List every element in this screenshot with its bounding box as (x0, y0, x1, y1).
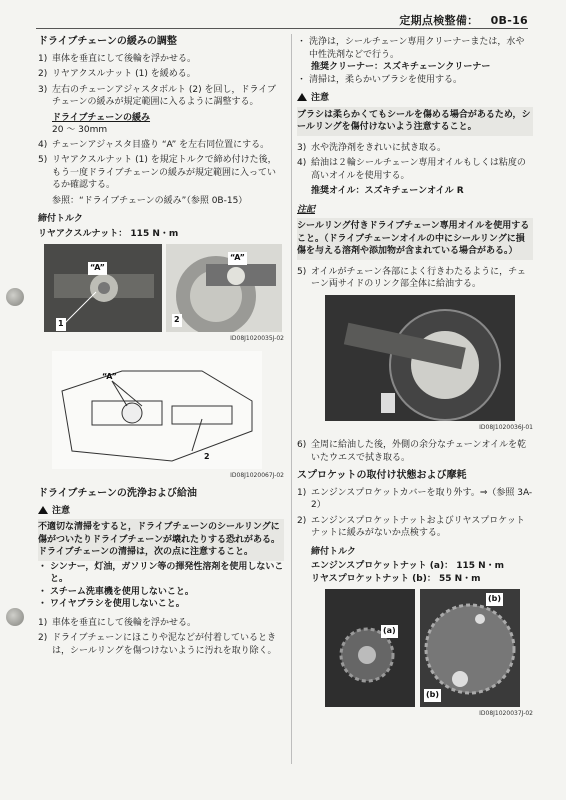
list-item: ・ スチーム洗車機を使用しないこと。 (38, 586, 194, 597)
figure-caption: ID08J1020036J-01 (479, 423, 533, 431)
page-number: 0B-16 (490, 14, 528, 27)
list-item: 1) 車体を垂直にして後輪を浮かせる。 (38, 617, 197, 628)
list-item: ・ シンナー，灯油，ガソリン等の揮発性溶剤を使用しないこと。 (38, 561, 284, 584)
torque-value: リヤスプロケットナット (b)： 55 N・m (311, 573, 481, 584)
callout-a: “A” (102, 371, 117, 381)
figure-axle-photos (44, 244, 284, 332)
list-item: 2) リヤアクスルナット (1) を緩める。 (38, 69, 196, 79)
section-title: 定期点検整備： (399, 14, 479, 27)
binder-hole (6, 288, 24, 306)
adjuster-line-drawing (52, 351, 262, 469)
torque-value: エンジンスプロケットナット (a)： 115 N・m (311, 561, 505, 571)
callout-1: 1 (56, 318, 66, 331)
caution-text: ブラシは柔らかくてもシールを傷める場合があるため，シールリングを傷付けないよう注意すること。 (297, 107, 533, 136)
engine-sprocket-drawing (325, 589, 415, 707)
spec-label: ドライブチェーンの緩み (52, 112, 151, 123)
photo-chain-oiling (325, 295, 515, 421)
torque-label-b: (b) (486, 593, 503, 606)
caution-heading: 注意 (297, 92, 533, 105)
list-item: 3) 水や洗浄剤をきれいに拭き取る。 (297, 142, 447, 153)
warning-icon (38, 506, 48, 514)
chain-photo-drawing (325, 295, 515, 421)
photo-engine-sprocket (325, 589, 415, 707)
list-item: 1) エンジンスプロケットカバーを取り外す。⇒（参照 3A-2） (297, 487, 533, 510)
photo-axle-right (166, 244, 282, 332)
binder-hole (6, 608, 24, 626)
list-item: 2) エンジンスプロケットナットおよびリヤスプロケットナットに緩みがないか点検する。 (297, 515, 525, 538)
caution-heading: 注意 (38, 505, 284, 518)
list-item: 2) ドライブチェーンにほこりや泥などが付着しているときは，シールリングを傷つけないように汚れを取り除く。 (38, 633, 277, 656)
right-column (297, 36, 533, 726)
caution-text: 不適切な清掃をすると，ドライブチェーンのシールリングに傷がついたりドライブチェーンが壊れたりする恐れがある。ドライブチェーンの清掃は，次の点に注意すること。 (38, 519, 284, 561)
list-item: 1) 車体を垂直にして後輪を浮かせる。 (38, 53, 197, 64)
torque-value: リヤアクスルナット： 115 N・m (38, 228, 179, 239)
figure-caption: ID08J1020035J-02 (230, 335, 284, 342)
list-item: 5) オイルがチェーン各部によく行きわたるように，チェーン両サイドのリンク部全体に給油する。 (297, 266, 526, 289)
recommended-oil: 推奨オイル：スズキチェーンオイル R (311, 186, 464, 196)
left-column (38, 36, 284, 660)
list-item: 6) 全周に給油した後，外側の余分なチェーンオイルを乾いたウエスで拭き取る。 (297, 440, 527, 463)
figure-sprocket-photos (325, 589, 533, 707)
photo-rear-sprocket (420, 589, 520, 707)
torque-label: 締付トルク (311, 546, 356, 557)
spec-value: 20 ～ 30mm (52, 125, 108, 135)
list-item: ・ 清掃は，柔らかいブラシを使用する。 (297, 74, 463, 85)
list-item: 5) リヤアクスルナット (1) を規定トルクで締め付けた後，もう一度ドライブチェーンの緩みが規定範囲に入っているか確認する。 (38, 155, 277, 190)
list-item: ・ ワイヤブラシを使用しないこと。 (38, 599, 185, 609)
page-header (399, 12, 528, 28)
figure-caption: ID08J1020037J-02 (479, 710, 533, 717)
figure-adjuster-diagram (52, 351, 262, 469)
header-rule (36, 28, 528, 29)
section-heading: ドライブチェーンの洗浄および給油 (38, 488, 197, 499)
callout-2: 2 (172, 314, 182, 327)
figure-caption: ID08J1020067J-02 (230, 471, 284, 479)
column-divider (291, 34, 292, 764)
list-item: ・ 洗浄は，シールチェーン専用クリーナーまたは，水や中性洗剤などで行う。 (297, 37, 525, 60)
note-heading: 注記 (297, 204, 316, 215)
recommended-cleaner: 推奨クリーナー：スズキチェーンクリーナー (311, 62, 491, 72)
reference-text: 参照：“ドライブチェーンの緩み”（参照 0B-15） (52, 195, 248, 206)
callout-a: “A” (88, 262, 107, 275)
note-text: シールリング付きドライブチェーン専用オイルを使用すること。（ドライブチェーンオイルの中にシールリングに損傷を与える溶剤や添加物が含まれている場合がある。） (297, 218, 533, 260)
photo-axle-left (44, 244, 162, 332)
list-item: 3) 左右のチェーンアジャスタボルト (2) を回し，ドライブチェーンの緩みが規定範囲に入るように調整する。 (38, 84, 276, 107)
callout-a: “A” (228, 252, 247, 265)
torque-label-a: (a) (381, 625, 398, 638)
disc-photo-drawing (166, 244, 282, 332)
torque-label: 締付トルク (38, 214, 83, 224)
callout-2: 2 (204, 451, 210, 461)
torque-label-b: (b) (424, 689, 441, 702)
list-item: 4) 給油は２輪シールチェーン専用オイルもしくは粘度の高いオイルを使用する。 (297, 158, 526, 181)
list-item: 4) チェーンアジャスタ目盛り “A” を左右同位置にする。 (38, 139, 270, 150)
warning-icon (297, 93, 307, 101)
section-heading: ドライブチェーンの緩みの調整 (38, 36, 177, 47)
section-heading: スプロケットの取付け状態および摩耗 (297, 470, 467, 481)
